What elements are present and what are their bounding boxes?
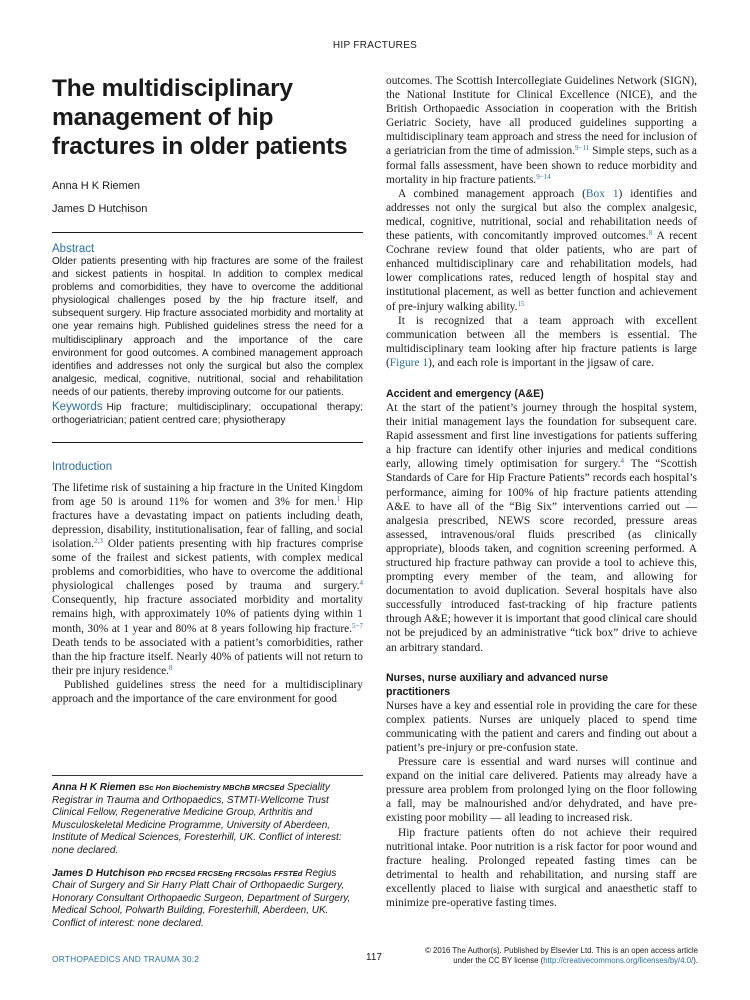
citation-link[interactable]: 8 <box>169 663 173 672</box>
author-bio <box>52 782 363 858</box>
heading-line: Nurses, nurse auxiliary and advanced nurse <box>386 671 608 684</box>
citation-link[interactable]: 4 <box>620 457 624 466</box>
citation-link[interactable]: 8 <box>648 229 653 238</box>
heading-line: practitioners <box>386 685 451 698</box>
text-run: Death tends to be associated with a patient’s comorbidities, rather than the hip fracture itself. Nearly 40% of patients will not return to their pre injury residence. <box>52 636 363 677</box>
keywords-label: Keywords <box>52 401 103 414</box>
running-head: HIP FRACTURES <box>332 40 418 51</box>
text-run: Older patients presenting with hip fractures comprise some of the frailest and sickest patients, with complex medical problems and comorbidities, who have to overcome the additional physiological challenges posed by trauma and surgery. <box>52 538 363 593</box>
license-notice <box>425 946 698 965</box>
body-paragraph: Pressure care is essential and ward nurses will continue and expand on the initial care delivered. Patients may already have a pressure area problem from prolonged lying on the floor following a fall, may be malnourished and/or dehydrated, and have pre-existing poor mobility — all leading to increased risk. <box>386 756 697 825</box>
bio-text: Regius Chair of Surgery and Sir Harry Platt Chair of Orthopaedic Surgery, Honorary Consultant Orthopaedic Surgeon, Department of Surgery, Medical School, Polwarth Building, Foresterhill, Aberdeen, UK. Conflict of interest: none declared. <box>52 867 351 929</box>
citation-link[interactable]: 15 <box>517 299 525 308</box>
body-paragraph: Nurses have a key and essential role in providing the care for these complex patients. Nurses are uniquely placed to spend time communicating with the patient and carers and finding out about a patient’s pre-injury or pre-confusion state. <box>386 699 697 754</box>
section-heading: Accident and emergency (A&E) <box>386 387 544 400</box>
citation-link[interactable]: 9−14 <box>536 172 551 181</box>
license-line <box>425 956 698 966</box>
bio-name: Anna H K Riemen <box>52 782 136 793</box>
introduction-heading: Introduction <box>52 460 113 473</box>
article-title <box>52 74 363 161</box>
text-run: outcomes. The Scottish Intercollegiate Guidelines Network (SIGN), the National Institute for Clinical Excellence (NICE), and the British Orthopaedic Association in cooperation with the British Geriatric Society, have all produced guidelines supporting a multidisciplinary team approach and stress the need for inclusion of a geriatrician from the time of admission. <box>386 75 697 158</box>
keywords <box>52 401 363 428</box>
body-paragraph: Hip fracture patients often do not achieve their required nutritional intake. Poor nutrition is a risk factor for poor wound and fracture healing. Prolonged repeated fasting times can be detrimental to health and rehabilitation, and nursing staff are excellently placed to liaise with surgical and anaesthetic staff to minimize pre-operative fasting times. <box>386 826 697 909</box>
license-line: © 2016 The Author(s). Published by Elsevier Ltd. This is an open access article <box>425 946 698 955</box>
title-line: fractures in older patients <box>52 133 348 160</box>
text-run: Consequently, hip fracture associated morbidity and mortality remains high, with approximately 10% of patients dying within 1 month, 30% at 1 year and 80% at 8 years following hip fracture. <box>52 594 363 635</box>
journal-name: ORTHOPAEDICS AND TRAUMA 30:2 <box>52 954 200 964</box>
license-link[interactable]: http://creativecommons.org/licenses/by/4.0/ <box>543 955 694 965</box>
keywords-text: Hip fracture; multidisciplinary; occupational therapy; orthogeriatrician; patient centred care; physiotherapy <box>52 402 363 427</box>
text-run: ) identifies and addresses not only the surgical but also the complex analgesic, medical, cognitive, nutritional, social and rehabilitation needs of these patients, with concomitantly improved outcomes. <box>386 187 697 243</box>
bio-name: James D Hutchison <box>52 867 145 879</box>
abstract-text: Older patients presenting with hip fractures are some of the frailest and sickest patients in hospital. In addition to complex medical problems and comorbidities, they have to overcome the additional physiological challenges posed by the hip fracture itself, and subsequent surgery. Hip fracture associated morbidity and mortality at one year remains high. Published guidelines stress the need for a multidisciplinary approach and the importance of the care environment for good outcomes. A combined management approach identifies and addresses not only the surgical but also the complex analgesic, medical, cognitive, nutritional, social and rehabilitation needs of our patients, thereby improving outcome for our patients. <box>52 256 363 398</box>
text-run: At the start of the patient’s journey through the hospital system, their initial management lays the foundation for subsequent care. Rapid assessment and first line investigations for patients suffering a hip fracture can identify other injuries and medical conditions early, allowing timely optimisation for surgery. <box>386 401 697 471</box>
text-run: ), and each role is important in the jigsaw of care. <box>428 356 654 369</box>
title-line: management of hip <box>52 104 274 131</box>
section-heading <box>386 671 697 699</box>
text-run: The “Scottish Standards of Care for Hip Fracture Patients” records each hospital’s performance, aiming for 100% of hip fracture patients attending A&E to have all of the “Big Six” interventions carried out — analgesia prescribed, NEWS score recorded, pressure areas assessed, intravenous/oral fluids prescribed (as clinically appropriate), bloods taken, and cognition screening performed. A structured hip fracture pathway can provide a tool to achieve this, prompting every member of the team, and allowing for documentation to avoid duplication. Several hospitals have also successfully introduced fast-tracking of hip fracture patients through A&E; however it is important that good clinical care should not be prejudiced by an administrative “tick box” drive to achieve an arbitrary standard. <box>386 458 698 654</box>
introduction-paragraph <box>52 481 363 678</box>
author-bio <box>52 868 363 931</box>
text-run: under the CC BY license ( <box>453 955 544 965</box>
page-number: 117 <box>366 952 382 963</box>
introduction-paragraph: Published guidelines stress the need for a multidisciplinary approach and the importance of the care environment for good <box>52 678 363 706</box>
bio-qualifications: PhD FRCSEd FRCSEng FRCSGlas FFSTEd <box>147 868 303 878</box>
body-paragraph <box>386 187 697 314</box>
text-run: A recent Cochrane review found that older patients, who are part of enhanced multidisciplinary care and rehabilitation models, had lower complications rates, reduced length of hospital stay and institutional placement, as well as better function and achievement of pre-injury walking ability. <box>386 230 697 313</box>
citation-link[interactable]: 5−7 <box>352 621 363 630</box>
author-name: James D Hutchison <box>52 203 148 215</box>
text-run: Simple steps, such as a formal falls assessment, have been shown to reduce morbidity and mortality in hip fracture patients. <box>386 145 697 186</box>
text-run: Hip fractures have a devastating impact on patients including death, depression, disability, institutionalisation, fear of falling, and social isolation. <box>52 495 363 550</box>
bio-qualifications: BSc Hon Biochemistry MBChB MRCSEd <box>138 783 285 792</box>
box-1-link[interactable]: Box 1 <box>585 187 619 200</box>
title-line: The multidisciplinary <box>52 75 293 102</box>
text-run: It is recognized that a team approach with excellent communication between all the members is essential. The multidisciplinary team looking after hip fracture patients is large ( <box>386 314 697 369</box>
citation-link[interactable]: 4 <box>359 579 363 588</box>
bio-text: Speciality Registrar in Trauma and Orthopaedics, STMTI-Wellcome Trust Clinical Fellow, Regenerative Medicine Group, Arthritis and Musculoskeletal Medicine Programme, University of Aberdeen, Institute of Medical Sciences, Foresterhill, UK. Conflict of interest: none declared. <box>52 782 342 856</box>
citation-link[interactable]: 9−11 <box>575 144 590 153</box>
body-paragraph <box>386 401 697 655</box>
figure-1-link[interactable]: Figure 1 <box>389 356 429 369</box>
right-column <box>386 74 697 910</box>
left-column <box>52 74 363 706</box>
citation-link[interactable]: 1 <box>336 494 341 503</box>
citation-link[interactable]: 2,3 <box>94 537 103 545</box>
author-bios <box>52 775 363 931</box>
body-paragraph <box>386 314 697 370</box>
abstract-heading: Abstract <box>52 243 95 255</box>
body-paragraph <box>386 74 697 187</box>
text-run: A combined management approach ( <box>398 187 586 200</box>
text-run: ). <box>693 955 698 965</box>
text-run: The lifetime risk of sustaining a hip fracture in the United Kingdom from age 50 is around 11% for women and 3% for men. <box>52 481 363 508</box>
author-name: Anna H K Riemen <box>52 180 141 192</box>
